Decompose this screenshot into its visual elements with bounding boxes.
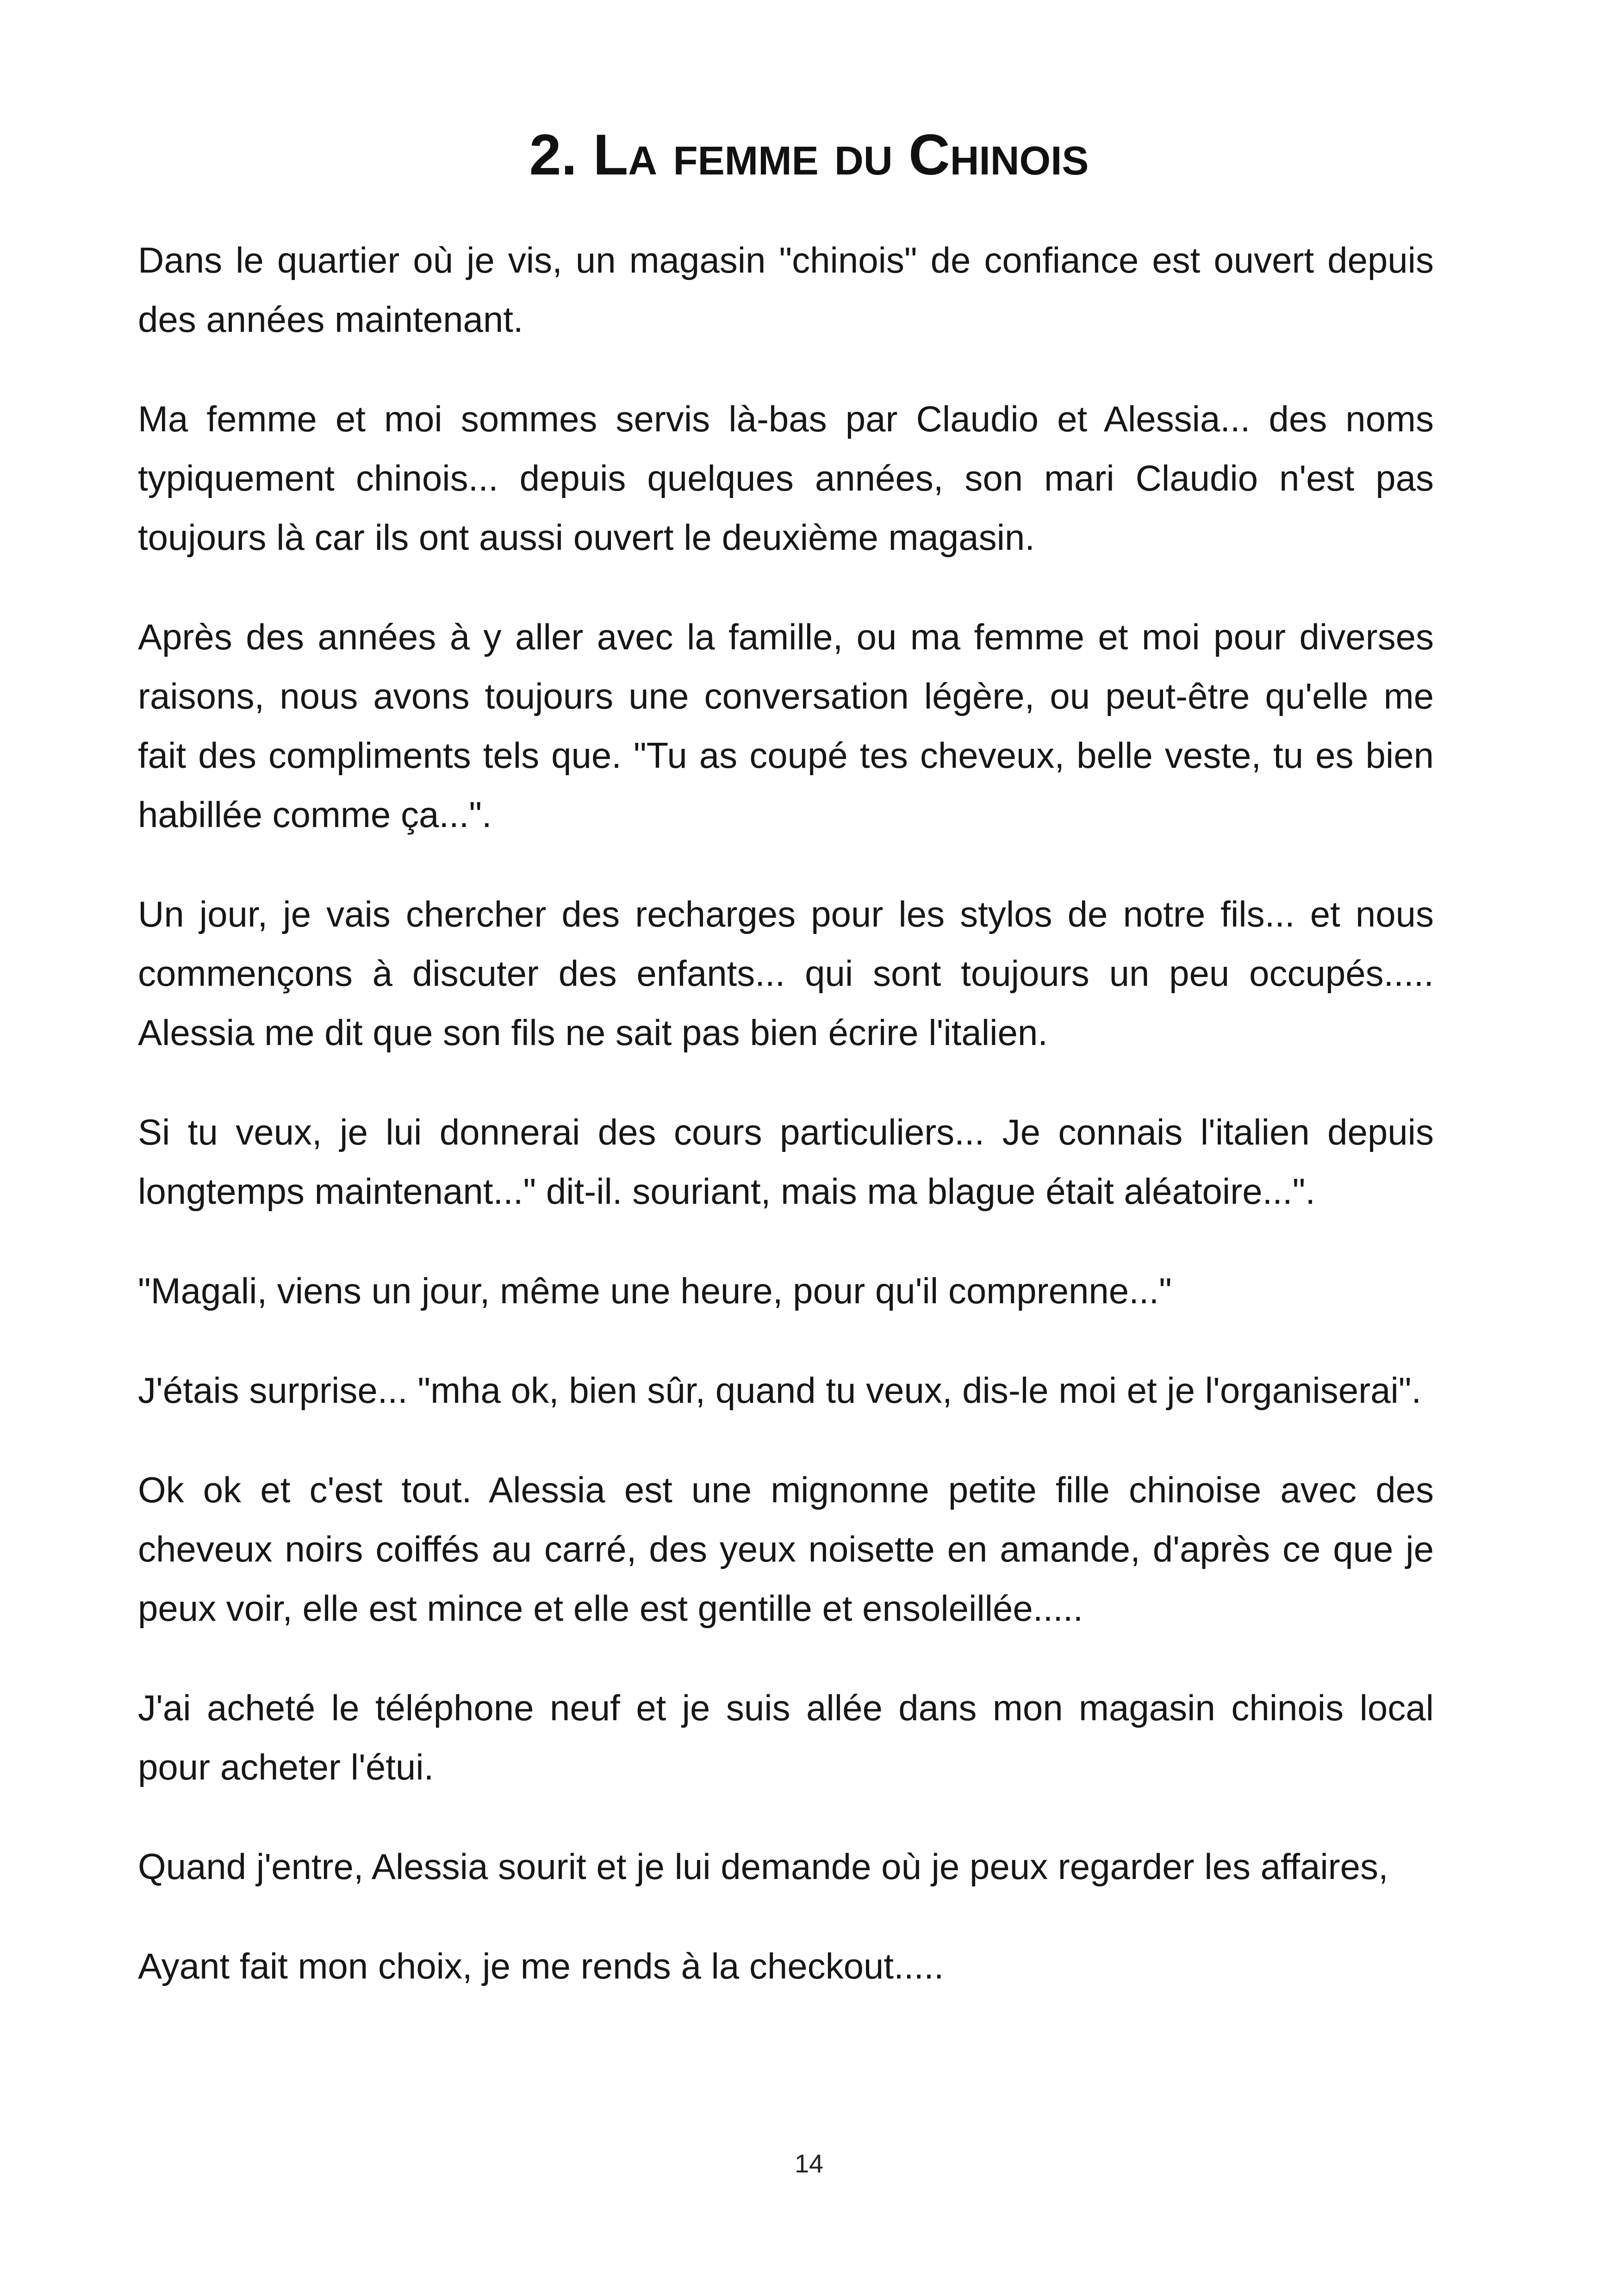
paragraph: J'étais surprise... "mha ok, bien sûr, quand tu veux, dis-le moi et je l'organiserai". [138,1370,1422,1411]
paragraph: Ok ok et c'est tout. Alessia est une mignonne petite fille chinoise avec des cheveux noirs coiffés au carré, des yeux noisette en amande, d'après ce que je peux voir, elle est mince et elle est gentille et ensoleillée..... [138,1469,1434,1629]
paragraph: J'ai acheté le téléphone neuf et je suis allée dans mon magasin chinois local pour acheter l'étui. [138,1687,1434,1787]
paragraph: Ma femme et moi sommes servis là-bas par Claudio et Alessia... des noms typiquement chinois... depuis quelques années, son mari Claudio n'est pas toujours là car ils ont aussi ouvert le deuxième magasin. [138,398,1434,558]
paragraph: Si tu veux, je lui donnerai des cours particuliers... Je connais l'italien depuis longtemps maintenant..." dit-il. souriant, mais ma blague était aléatoire...". [138,1112,1434,1212]
paragraph: Un jour, je vais chercher des recharges pour les stylos de notre fils... et nous commençons à discuter des enfants... qui sont toujours un peu occupés..... Alessia me dit que son fils ne sait pas bien écrire l'italien. [138,894,1434,1053]
chapter-title: 2. La femme du Chinois [529,123,1089,187]
paragraph: Quand j'entre, Alessia sourit et je lui demande où je peux regarder les affaires, [138,1846,1388,1887]
paragraph: Ayant fait mon choix, je me rends à la checkout..... [138,1946,944,1986]
paragraph: "Magali, viens un jour, même une heure, pour qu'il comprenne..." [138,1270,1172,1311]
chapter-body [138,230,1434,1996]
paragraph: Dans le quartier où je vis, un magasin "chinois" de confiance est ouvert depuis des années maintenant. [138,240,1434,340]
paragraph: Après des années à y aller avec la famille, ou ma femme et moi pour diverses raisons, nous avons toujours une conversation légère, ou peut-être qu'elle me fait des compliments tels que. "Tu as coupé tes cheveux, belle veste, tu es bien habillée comme ça...". [138,616,1434,835]
page-number: 14 [794,2149,824,2178]
